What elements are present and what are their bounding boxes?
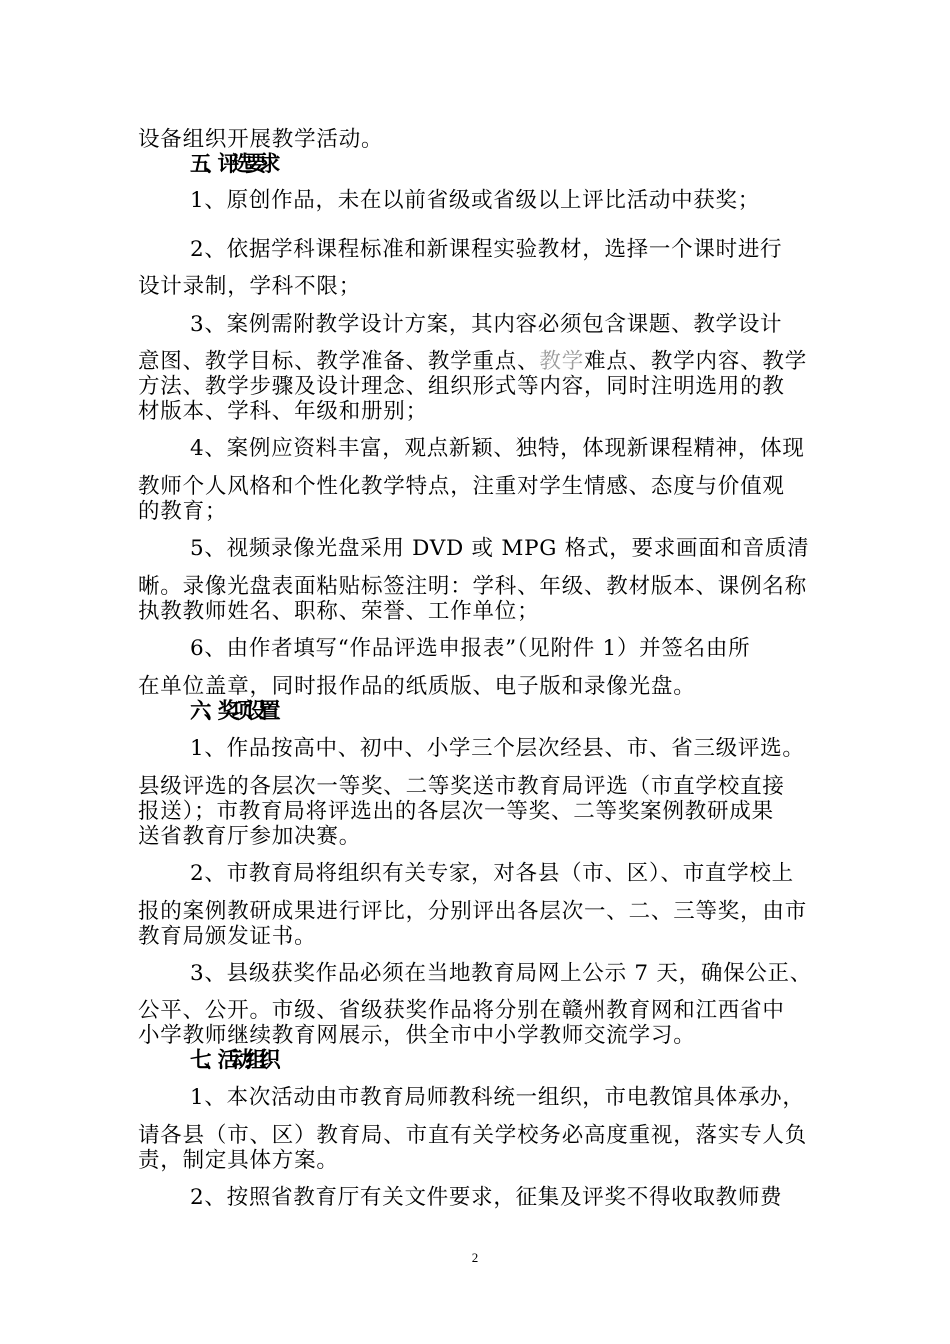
section-heading: 六、奖项设置 [190,699,274,724]
body-line: 请各县（市、区）教育局、市直有关学校务必高度重视，落实专人负 [138,1123,808,1148]
body-line: 意图、教学目标、教学准备、教学重点、教学难点、教学内容、教学 [138,349,808,374]
body-line: 方法、教学步骤及设计理念、组织形式等内容，同时注明选用的教 [138,374,785,399]
body-line: 责，制定具体方案。 [138,1148,339,1173]
body-line: 1、原创作品，未在以前省级或省级以上评比活动中获奖； [190,188,760,213]
body-line: 报的案例教研成果进行评比，分别评出各层次一、二、三等奖，由市 [138,899,808,924]
page-number: 2 [471,1250,479,1265]
body-line: 5、视频录像光盘采用 DVD 或 MPG 格式，要求画面和音质清 [190,536,810,561]
body-line: 执教教师姓名、职称、荣誉、工作单位； [138,599,540,624]
body-line: 教育局颁发证书。 [138,924,317,949]
body-line: 送省教育厅参加决赛。 [138,824,362,849]
body-line: 在单位盖章，同时报作品的纸质版、电子版和录像光盘。 [138,674,696,699]
body-line: 设计录制，学科不限； [138,274,362,299]
body-line: 材版本、学科、年级和册别； [138,399,428,424]
body-line: 公平、公开。市级、省级获奖作品将分别在赣州教育网和江西省中 [138,998,785,1023]
body-line: 1、作品按高中、初中、小学三个层次经县、市、省三级评选。 [190,736,805,761]
body-line: 的教育； [138,499,228,524]
body-line: 3、县级获奖作品必须在当地教育局网上公示 7 天，确保公正、 [190,961,813,986]
body-line: 教师个人风格和个性化教学特点，注重对学生情感、态度与价值观 [138,474,785,499]
body-line: 2、按照省教育厅有关文件要求，征集及评奖不得收取教师费 [190,1185,783,1210]
body-line: 晰。录像光盘表面粘贴标签注明：学科、年级、教材版本、课例名称 [138,574,808,599]
body-line: 2、市教育局将组织有关专家，对各县（市、区）、市直学校上 [190,861,794,886]
body-line: 小学教师继续教育网展示，供全市中小学教师交流学习。 [138,1023,696,1048]
section-heading: 五、评选要求 [190,152,274,177]
body-line: 设备组织开展教学活动。 [138,127,384,152]
section-heading: 七、活动组织 [190,1048,274,1073]
body-line: 4、案例应资料丰富，观点新颖、独特，体现新课程精神，体现 [190,436,805,461]
body-line: 6、由作者填写“作品评选申报表”（见附件 1）并签名由所 [190,636,751,661]
body-line: 报送）；市教育局将评选出的各层次一等奖、二等奖案例教研成果 [138,799,774,824]
watermark-text: 教学 [539,349,585,374]
body-line: 1、本次活动由市教育局师教科统一组织，市电教馆具体承办， [190,1085,805,1110]
body-line: 县级评选的各层次一等奖、二等奖送市教育局评选（市直学校直接 [138,774,785,799]
body-line: 2、依据学科课程标准和新课程实验教材，选择一个课时进行 [190,237,783,262]
body-line: 3、案例需附教学设计方案，其内容必须包含课题、教学设计 [190,312,783,337]
